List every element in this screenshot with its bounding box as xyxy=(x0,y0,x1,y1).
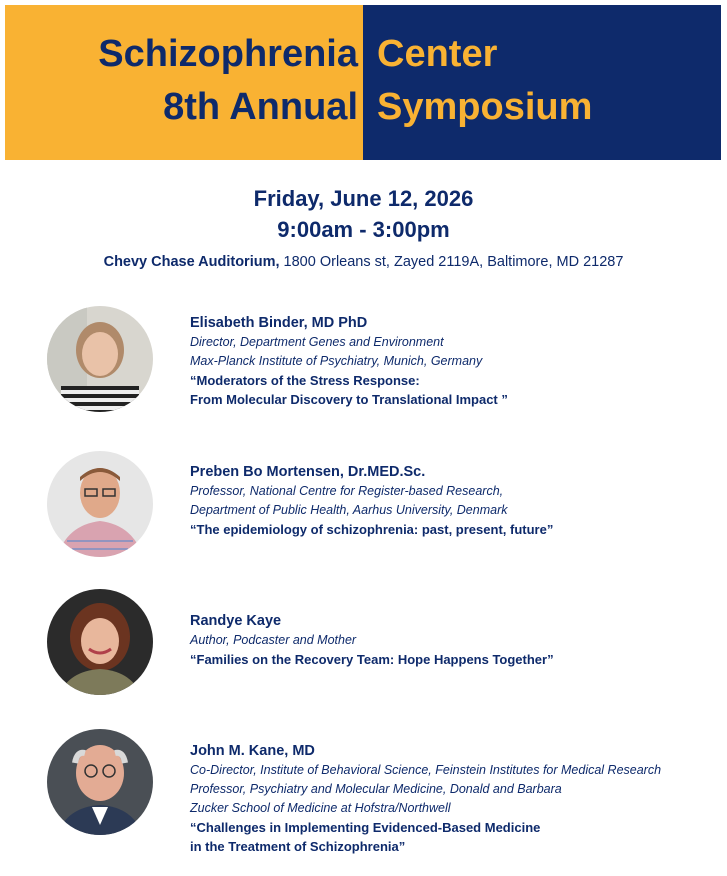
banner-navy-panel xyxy=(363,5,721,160)
event-time: 9:00am - 3:00pm xyxy=(277,217,450,242)
speaker-photo-mortensen xyxy=(47,451,153,557)
speaker-name: Elisabeth Binder, MD PhD xyxy=(190,315,368,331)
talk-title: “Families on the Recovery Team: Hope Happens Together” xyxy=(190,652,554,667)
banner-title-line1-left: Schizophrenia xyxy=(98,33,358,75)
speaker-role: Professor, National Centre for Register-based Research, xyxy=(190,484,504,498)
speaker-photo-binder xyxy=(47,306,153,412)
event-date: Friday, June 12, 2026 xyxy=(253,186,474,211)
speaker-role: Professor, Psychiatry and Molecular Medicine, Donald and Barbara xyxy=(190,782,562,796)
venue-address: 1800 Orleans st, Zayed 2119A, Baltimore, MD 21287 xyxy=(283,254,624,270)
speaker-role: Zucker School of Medicine at Hofstra/Northwell xyxy=(190,801,451,815)
talk-title: From Molecular Discovery to Translational Impact ” xyxy=(190,392,508,407)
speaker-block-4 xyxy=(190,741,720,856)
venue-name: Chevy Chase Auditorium, xyxy=(103,254,280,270)
speaker-name: Randye Kaye xyxy=(190,613,282,629)
banner-gold-panel xyxy=(5,5,363,160)
speaker-role: Director, Department Genes and Environment xyxy=(190,335,444,349)
speaker-name: Preben Bo Mortensen, Dr.MED.Sc. xyxy=(190,464,426,480)
talk-title: “The epidemiology of schizophrenia: past, present, future” xyxy=(190,522,554,537)
event-venue xyxy=(0,254,727,270)
speaker-name: John M. Kane, MD xyxy=(190,743,315,759)
title-banner xyxy=(5,5,721,160)
speaker-block-3 xyxy=(190,611,720,669)
speaker-block-2 xyxy=(190,462,720,539)
banner-title-line2-right: Symposium xyxy=(377,86,593,128)
speaker-block-1 xyxy=(190,313,720,409)
banner-title-line1-right: Center xyxy=(377,33,498,75)
speaker-role: Department of Public Health, Aarhus University, Denmark xyxy=(190,503,508,517)
speaker-photo-kane xyxy=(47,729,153,835)
talk-title: “Moderators of the Stress Response: xyxy=(190,373,420,388)
speaker-photo-kaye xyxy=(47,589,153,695)
talk-title: “Challenges in Implementing Evidenced-Based Medicine xyxy=(190,820,541,835)
talk-title: in the Treatment of Schizophrenia” xyxy=(190,839,406,854)
banner-title-line2-left: 8th Annual xyxy=(163,86,358,128)
speaker-role: Author, Podcaster and Mother xyxy=(190,633,357,647)
speaker-role: Co-Director, Institute of Behavioral Science, Feinstein Institutes for Medical Research xyxy=(190,763,662,777)
speaker-role: Max-Planck Institute of Psychiatry, Munich, Germany xyxy=(190,354,483,368)
